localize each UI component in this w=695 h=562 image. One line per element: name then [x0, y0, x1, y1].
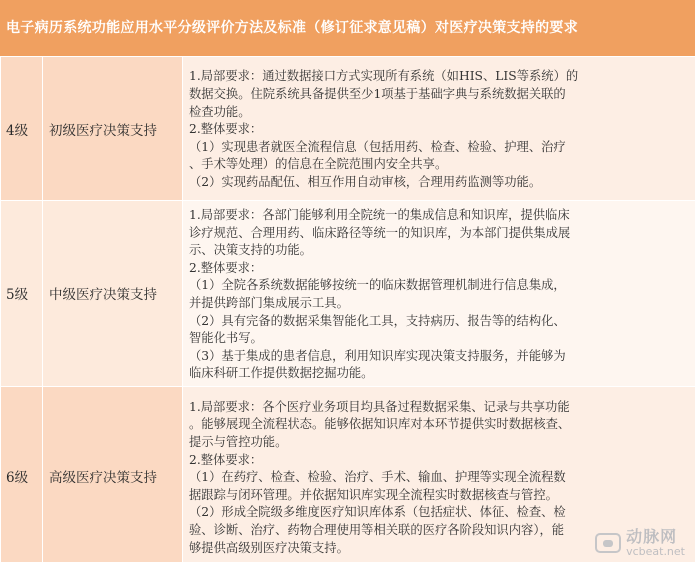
requirement-line: 2.整体要求：: [189, 452, 263, 467]
watermark: [595, 528, 685, 558]
watermark-brand: 动脉网: [626, 527, 678, 546]
requirement-line: 2.整体要求：: [189, 260, 263, 275]
requirement-line: 够提供高级别医疗决策支持。: [189, 540, 349, 555]
vcbeat-logo-icon: [595, 533, 621, 553]
page-title: 电子病历系统功能应用水平分级评价方法及标准（修订征求意见稿）对医疗决策支持的要求: [0, 0, 695, 56]
table-row-level-4: [1, 57, 695, 201]
level-cell: 5级: [1, 201, 43, 387]
requirement-line: （2）形成全院级多维度医疗知识库体系（包括症状、体征、检查、检: [189, 505, 566, 520]
requirement-line: （1）在药疗、检查、检验、治疗、手术、输血、护理等实现全流程数: [189, 470, 566, 485]
table-row-level-5: [1, 201, 695, 387]
requirement-line: （3）基于集成的患者信息，利用知识库实现决策支持服务，并能够为: [189, 348, 566, 363]
requirement-line: （1）全院各系统数据能够按统一的临床数据管理机制进行信息集成，: [189, 278, 566, 293]
requirement-line: 2.整体要求：: [189, 122, 263, 137]
requirement-line: 。能够展现全流程状态。能够依据知识库对本环节提供实时数据核查、: [189, 417, 571, 432]
requirements-table: [0, 56, 695, 562]
requirement-line: 验、诊断、治疗、药物合理使用等相关联的医疗各阶段知识内容），能: [189, 522, 565, 537]
requirement-line: （2）具有完备的数据采集智能化工具，支持病历、报告等的结构化、: [189, 313, 566, 328]
requirement-line: 1.局部要求：各个医疗业务项目均具备过程数据采集、记录与共享功能: [189, 399, 570, 414]
requirement-line: 诊疗规范、合理用药、临床路径等统一的知识库，为本部门提供集成展: [189, 225, 571, 240]
requirement-line: 1.局部要求：通过数据接口方式实现所有系统（如HIS、LIS等系统）的: [189, 69, 579, 84]
requirement-line: 据跟踪与闭环管理。并依据知识库实现全流程实时数据核查与管控。: [189, 487, 558, 502]
level-name-cell: 初级医疗决策支持: [43, 57, 183, 201]
requirement-line: （1）实现患者就医全流程信息（包括用药、检查、检验、护理、治疗: [189, 139, 566, 154]
requirements-cell: [183, 57, 695, 201]
requirement-line: 、手术等处理）的信息在全院范围内安全共享。: [189, 157, 448, 172]
table-row-level-6: [1, 386, 695, 562]
level-name-cell: 高级医疗决策支持: [43, 386, 183, 562]
watermark-url: vcbeat.net: [626, 545, 685, 558]
requirement-line: 示、决策支持的功能。: [189, 243, 312, 258]
requirement-line: 数据交换。住院系统具备提供至少1项基于基础字典与系统数据关联的: [189, 87, 566, 102]
level-name-cell: 中级医疗决策支持: [43, 201, 183, 387]
requirements-cell: [183, 201, 695, 387]
requirement-line: 1.局部要求：各部门能够利用全院统一的集成信息和知识库，提供临床: [189, 208, 570, 222]
requirement-line: 临床科研工作提供数据挖掘功能。: [189, 366, 374, 381]
requirement-line: （2）实现药品配伍、相互作用自动审核，合理用药监测等功能。: [189, 174, 542, 189]
level-cell: 6级: [1, 386, 43, 562]
level-cell: 4级: [1, 57, 43, 201]
requirement-line: 并提供跨部门集成展示工具。: [189, 295, 349, 310]
requirement-line: 提示与管控功能。: [189, 434, 288, 449]
requirement-line: 检查功能。: [189, 104, 251, 119]
requirement-line: 智能化书写。: [189, 331, 263, 346]
